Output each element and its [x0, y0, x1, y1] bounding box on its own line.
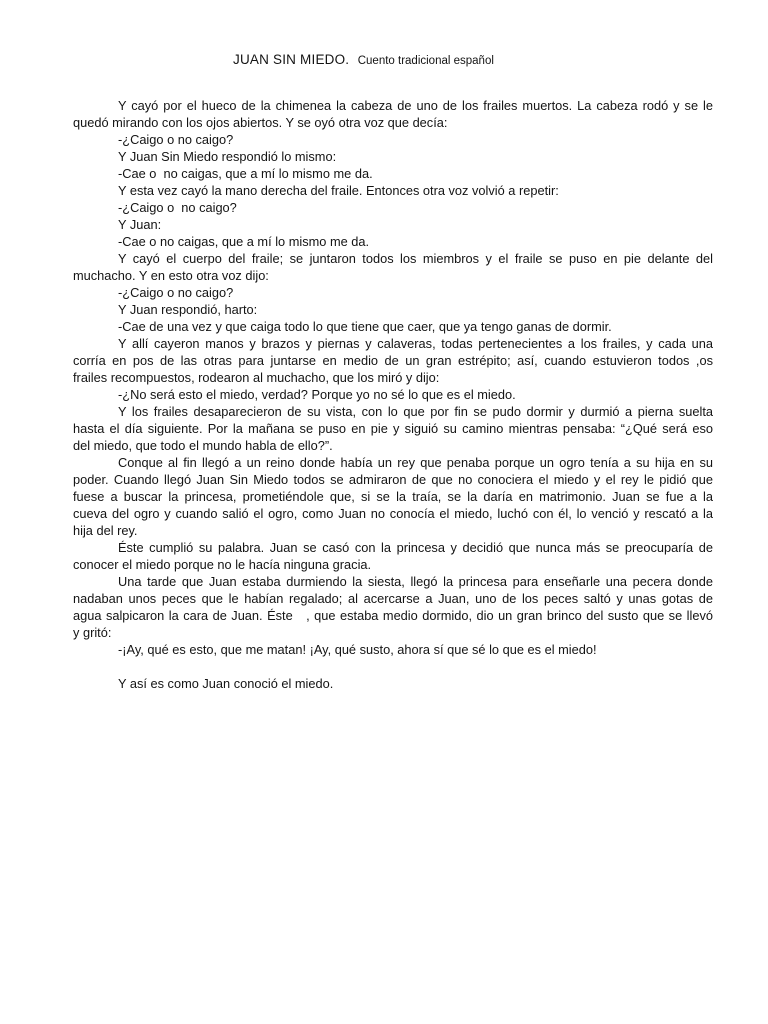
- paragraph: [73, 318, 713, 335]
- text-line: muchacho. Y en esto otra voz dijo:: [73, 268, 269, 283]
- paragraph: [73, 97, 713, 131]
- text-line: Y así es como Juan conoció el miedo.: [118, 676, 334, 691]
- text-line: Éste cumplió su palabra. Juan se casó con la princesa y decidió que nunca más se preocuparía de: [118, 540, 713, 555]
- text-line: nadaban unos peces que le habían regalado; al acercarse a Juan, uno de los peces saltó y unas gotas de: [73, 591, 713, 606]
- document-header: [233, 51, 494, 69]
- paragraph: [73, 641, 713, 658]
- text-line: fuese a buscar la princesa, prometiéndole que, si se la traía, se la daría en matrimonio. Juan se fue a la: [73, 489, 713, 504]
- text-line: -¡Ay, qué es esto, que me matan! ¡Ay, qué susto, ahora sí que sé lo que es el miedo!: [118, 642, 597, 657]
- paragraph: [73, 148, 713, 165]
- paragraph: [73, 284, 713, 301]
- document-title: JUAN SIN MIEDO.: [233, 52, 350, 67]
- text-line: corría en pos de las otras para juntarse en medio de un gran estrépito; así, cuando estuvieron todos ,os: [73, 353, 713, 368]
- text-line: cueva del ogro y cuando salió el ogro, como Juan no conocía el miedo, luchó con él, lo venció y rescató a la: [73, 506, 713, 521]
- story-body: [73, 97, 713, 692]
- paragraph: [73, 199, 713, 216]
- paragraph: [73, 573, 713, 641]
- text-line: Y los frailes desaparecieron de su vista, con lo que por fin se pudo dormir y durmió a pierna suelta: [118, 404, 713, 419]
- paragraph: [73, 233, 713, 250]
- text-line: -Cae o no caigas, que a mí lo mismo me da.: [118, 166, 373, 181]
- paragraph: [73, 182, 713, 199]
- paragraph: [73, 386, 713, 403]
- text-line: conocer el miedo porque no le hacía ninguna gracia.: [73, 557, 372, 572]
- paragraph: [73, 131, 713, 148]
- text-line: -Cae o no caigas, que a mí lo mismo me da.: [118, 234, 370, 249]
- text-line: Y cayó el cuerpo del fraile; se juntaron todos los miembros y el fraile se puso en pie delante del: [118, 251, 713, 266]
- text-line: Conque al fin llegó a un reino donde había un rey que penaba porque un ogro tenía a su hija en su: [118, 455, 713, 470]
- text-line: hasta el día siguiente. Por la mañana se puso en pie y siguió su camino mientras pensaba: “¿Qué será eso: [73, 421, 713, 436]
- text-line: -¿Caigo o no caigo?: [118, 200, 237, 215]
- paragraph: [73, 165, 713, 182]
- text-line: -Cae de una vez y que caiga todo lo que tiene que caer, que ya tengo ganas de dormir.: [118, 319, 612, 334]
- text-line: poder. Cuando llegó Juan Sin Miedo todos se admiraron de que no conociera el miedo y el rey le pidió que: [73, 472, 713, 487]
- paragraph: [73, 454, 713, 539]
- text-line: y gritó:: [73, 625, 112, 640]
- text-line: Una tarde que Juan estaba durmiendo la siesta, llegó la princesa para enseñarle una pecera donde: [118, 574, 713, 589]
- text-line: Y cayó por el hueco de la chimenea la cabeza de uno de los frailes muertos. La cabeza rodó y se le: [118, 98, 713, 113]
- text-line: -¿Caigo o no caigo?: [118, 285, 234, 300]
- paragraph: [73, 301, 713, 318]
- paragraph: [73, 216, 713, 233]
- text-line: hija del rey.: [73, 523, 138, 538]
- paragraph: [73, 539, 713, 573]
- text-line: Y esta vez cayó la mano derecha del fraile. Entonces otra voz volvió a repetir:: [118, 183, 559, 198]
- paragraph: [73, 675, 713, 692]
- text-line: agua salpicaron la cara de Juan. Éste , que estaba medio dormido, dio un gran brinco del susto que se llevó: [73, 608, 713, 623]
- paragraph: [73, 335, 713, 386]
- text-line: Y Juan:: [118, 217, 162, 232]
- text-line: -¿No será esto el miedo, verdad? Porque yo no sé lo que es el miedo.: [118, 387, 516, 402]
- text-line: -¿Caigo o no caigo?: [118, 132, 234, 147]
- document-subtitle: Cuento tradicional español: [357, 55, 494, 67]
- text-line: frailes recompuestos, rodearon al muchacho, que los miró y dijo:: [73, 370, 440, 385]
- text-line: del miedo, que todo el mundo habla de ello?”.: [73, 438, 333, 453]
- paragraph: [73, 403, 713, 454]
- text-line: Y Juan Sin Miedo respondió lo mismo:: [118, 149, 337, 164]
- text-line: quedó mirando con los ojos abiertos. Y se oyó otra voz que decía:: [73, 115, 448, 130]
- text-line: Y Juan respondió, harto:: [118, 302, 258, 317]
- text-line: Y allí cayeron manos y brazos y piernas y calaveras, todas pertenecientes a los frailes, y cada una: [118, 336, 713, 351]
- paragraph: [73, 250, 713, 284]
